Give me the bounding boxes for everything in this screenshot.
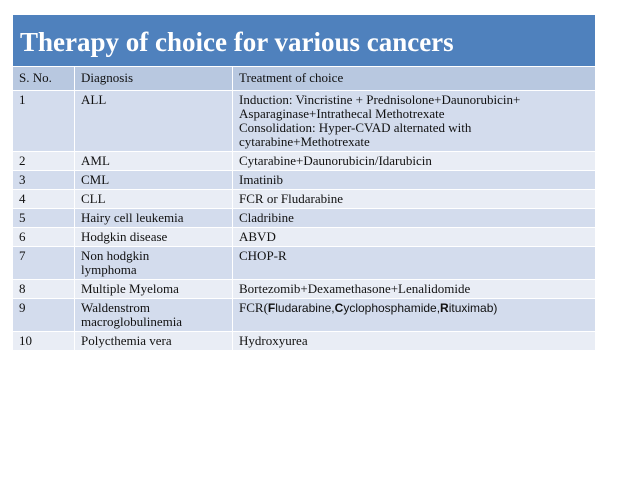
diagnosis-line: macroglobulinemia bbox=[81, 314, 183, 329]
treatment-drug-list bbox=[268, 301, 498, 315]
row-number: 1 bbox=[13, 91, 75, 152]
row-treatment: Cytarabine+Daunorubicin/Idarubicin bbox=[233, 152, 596, 171]
row-treatment: Cladribine bbox=[233, 209, 596, 228]
treatment-prefix: FCR( bbox=[239, 300, 268, 315]
drug-cyclophosphamide: yclophosphamide, bbox=[343, 301, 441, 315]
row-treatment: CHOP-R bbox=[233, 247, 596, 280]
therapy-table bbox=[12, 14, 596, 351]
row-diagnosis: Multiple Myeloma bbox=[75, 280, 233, 299]
diagnosis-line: Waldenstrom bbox=[81, 300, 150, 315]
diagnosis-line: Non hodgkin bbox=[81, 248, 150, 263]
row-treatment bbox=[233, 91, 596, 152]
row-number: 3 bbox=[13, 171, 75, 190]
row-treatment bbox=[233, 299, 596, 332]
table-row bbox=[13, 190, 596, 209]
row-treatment: Hydroxyurea bbox=[233, 332, 596, 351]
initial-f: F bbox=[267, 301, 276, 315]
row-diagnosis: Hodgkin disease bbox=[75, 228, 233, 247]
table-row bbox=[13, 171, 596, 190]
table-row bbox=[13, 299, 596, 332]
row-number: 9 bbox=[13, 299, 75, 332]
row-number: 2 bbox=[13, 152, 75, 171]
slide-title: Therapy of choice for various cancers bbox=[13, 15, 596, 67]
row-diagnosis: ALL bbox=[75, 91, 233, 152]
header-serial-number: S. No. bbox=[13, 67, 75, 91]
header-row bbox=[13, 67, 596, 91]
row-diagnosis: Polycthemia vera bbox=[75, 332, 233, 351]
drug-fludarabine: ludarabine, bbox=[275, 301, 335, 315]
row-treatment: Imatinib bbox=[233, 171, 596, 190]
treatment-line: cytarabine+Methotrexate bbox=[239, 134, 370, 149]
header-diagnosis: Diagnosis bbox=[75, 67, 233, 91]
row-number: 10 bbox=[13, 332, 75, 351]
row-diagnosis: AML bbox=[75, 152, 233, 171]
row-treatment: FCR or Fludarabine bbox=[233, 190, 596, 209]
treatment-line: Consolidation: Hyper-CVAD alternated with bbox=[239, 120, 472, 135]
row-diagnosis: CML bbox=[75, 171, 233, 190]
row-diagnosis: CLL bbox=[75, 190, 233, 209]
row-treatment: Bortezomib+Dexamethasone+Lenalidomide bbox=[233, 280, 596, 299]
initial-c: C bbox=[334, 301, 344, 315]
table-row bbox=[13, 332, 596, 351]
row-diagnosis: Hairy cell leukemia bbox=[75, 209, 233, 228]
table-row bbox=[13, 247, 596, 280]
table-row bbox=[13, 91, 596, 152]
initial-r: R bbox=[440, 301, 449, 315]
title-row bbox=[13, 15, 596, 67]
header-treatment: Treatment of choice bbox=[233, 67, 596, 91]
row-number: 8 bbox=[13, 280, 75, 299]
row-number: 5 bbox=[13, 209, 75, 228]
treatment-line: Asparaginase+Intrathecal Methotrexate bbox=[239, 106, 445, 121]
table-row bbox=[13, 228, 596, 247]
row-number: 7 bbox=[13, 247, 75, 280]
row-diagnosis bbox=[75, 247, 233, 280]
row-diagnosis bbox=[75, 299, 233, 332]
table-row bbox=[13, 209, 596, 228]
drug-rituximab: ituximab) bbox=[448, 301, 498, 315]
row-number: 4 bbox=[13, 190, 75, 209]
row-treatment: ABVD bbox=[233, 228, 596, 247]
table-row bbox=[13, 152, 596, 171]
table-row bbox=[13, 280, 596, 299]
row-number: 6 bbox=[13, 228, 75, 247]
diagnosis-line: lymphoma bbox=[81, 262, 137, 277]
treatment-line: Induction: Vincristine + Prednisolone+Daunorubicin+ bbox=[239, 92, 521, 107]
